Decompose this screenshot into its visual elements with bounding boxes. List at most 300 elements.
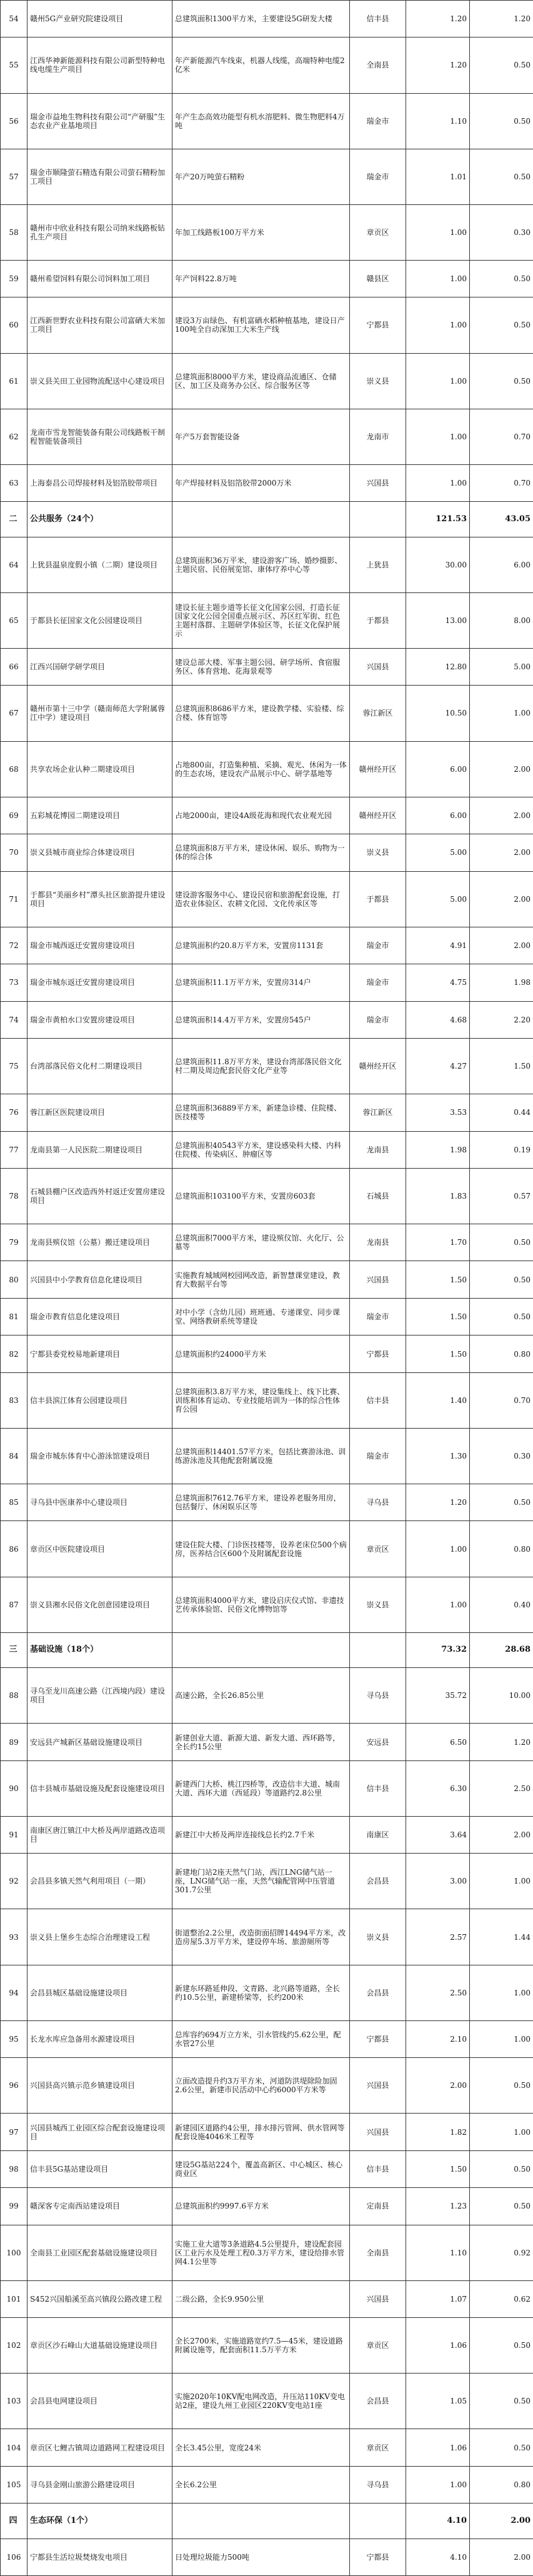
annual-investment: 28.68 [470, 1632, 533, 1667]
project-content: 立面改造提升约3万平方米，河道防洪堤除险加固2.6公里，新建市民活动中心约6000平方米等 [172, 2058, 350, 2114]
total-investment: 1.30 [406, 1428, 470, 1484]
annual-investment: 0.40 [470, 1577, 533, 1632]
table-row [1, 537, 533, 592]
table-row [1, 1521, 533, 1577]
total-investment: 1.98 [406, 1131, 470, 1168]
row-number: 62 [1, 409, 27, 464]
annual-investment: 0.50 [470, 1224, 533, 1261]
project-location: 瑞金市 [350, 93, 406, 149]
row-number: 74 [1, 1001, 27, 1038]
table-row [1, 353, 533, 409]
project-name: 会昌县多镇天然气利用项目（一期） [27, 1854, 172, 1909]
annual-investment: 10.00 [470, 1668, 533, 1724]
project-location: 赣州经开区 [350, 797, 406, 834]
annual-investment: 0.50 [470, 353, 533, 409]
row-number: 75 [1, 1038, 27, 1094]
total-investment: 1.00 [406, 2466, 470, 2503]
project-name: 信丰县滨江体育公园建设项目 [27, 1372, 172, 1428]
row-number: 56 [1, 93, 27, 149]
annual-investment: 0.80 [470, 2466, 533, 2503]
total-investment: 4.27 [406, 1038, 470, 1094]
project-name: 寻乌至龙川高速公路（江西境内段）建设项目 [27, 1668, 172, 1724]
total-investment: 1.23 [406, 2188, 470, 2225]
project-content: 总建筑面积约24000平方米 [172, 1335, 350, 1372]
total-investment: 1.40 [406, 1372, 470, 1428]
annual-investment: 0.50 [470, 2058, 533, 2114]
annual-investment: 0.70 [470, 409, 533, 464]
table-row [1, 797, 533, 834]
annual-investment: 0.62 [470, 2280, 533, 2317]
total-investment: 6.00 [406, 741, 470, 797]
project-location: 兴国县 [350, 2280, 406, 2317]
annual-investment: 0.50 [470, 149, 533, 204]
project-name: 崇义县湘水民俗文化创意园建设项目 [27, 1577, 172, 1632]
project-content: 全长3.45公里，宽度24米 [172, 2429, 350, 2466]
total-investment: 2.00 [406, 2058, 470, 2114]
project-content: 占地2000亩，建设4A级花海和现代农业观光园 [172, 797, 350, 834]
total-investment: 1.70 [406, 1224, 470, 1261]
row-number: 61 [1, 353, 27, 409]
project-content: 建设游客服务中心、建设民宿和旅游配套设施，打造农业体验区、农耕文化园、文化传承区等 [172, 871, 350, 927]
total-investment: 4.10 [406, 2539, 470, 2575]
total-investment: 4.10 [406, 2504, 470, 2539]
project-content: 建设总部大楼、军事主题公园、研学场所、食宿服务区、体育营地、花海景观等 [172, 648, 350, 685]
project-name: 南康区唐江镇江中大桥及两岸道路改造项目 [27, 1816, 172, 1853]
row-number: 二 [1, 502, 27, 537]
project-content: 总建筑面积36889平方米，新建急诊楼、住院楼、医技楼等 [172, 1094, 350, 1131]
table-row [1, 2429, 533, 2466]
project-location: 赣州经开区 [350, 1038, 406, 1094]
project-content: 对中小学（含幼儿园）班班通、专递课堂、同步课堂、网络教研系统等建设 [172, 1298, 350, 1335]
project-name: 宁都县委党校易地新建项目 [27, 1335, 172, 1372]
row-number: 66 [1, 648, 27, 685]
project-location: 会昌县 [350, 1854, 406, 1909]
project-name: 兴国县高兴镇示范乡镇建设项目 [27, 2058, 172, 2114]
project-content: 年产20万吨萤石精粉 [172, 149, 350, 204]
table-row [1, 2225, 533, 2280]
row-number: 57 [1, 149, 27, 204]
row-number: 60 [1, 297, 27, 353]
project-location: 全南县 [350, 37, 406, 93]
project-content: 新建东环路延伸段、文青路、北兴路等道路，全长约10.5公里，新建桥梁等，长约200米 [172, 1965, 350, 2020]
table-row [1, 1335, 533, 1372]
table-row [1, 464, 533, 501]
table-row [1, 1816, 533, 1853]
project-location: 于都县 [350, 871, 406, 927]
project-content: 二级公路，全长9.950公里 [172, 2280, 350, 2317]
row-number: 65 [1, 592, 27, 648]
project-name: 瑞金市顺隆萤石精选有限公司萤石精粉加工项目 [27, 149, 172, 204]
project-location: 蓉江新区 [350, 686, 406, 741]
project-location: 瑞金市 [350, 1001, 406, 1038]
project-location: 会昌县 [350, 2374, 406, 2429]
row-number: 77 [1, 1131, 27, 1168]
project-location: 瑞金市 [350, 1428, 406, 1484]
project-content: 日处理垃圾能力500吨 [172, 2539, 350, 2575]
total-investment: 1.10 [406, 2225, 470, 2280]
row-number: 67 [1, 686, 27, 741]
project-content [172, 502, 350, 537]
project-name: 五彩城花博园二期建设项目 [27, 797, 172, 834]
annual-investment: 1.00 [470, 1854, 533, 1909]
project-content: 总建筑面积8686平方米，建设教学楼、实验楼、综合楼、体育馆等 [172, 686, 350, 741]
table-row [1, 834, 533, 871]
total-investment: 5.00 [406, 834, 470, 871]
row-number: 95 [1, 2020, 27, 2057]
project-content: 全长2700米，实施道路宽约7.5—45米，建设道路附属设施等，配套面积11.5万平方米 [172, 2318, 350, 2374]
project-name: 瑞金市城西返迁安置房建设项目 [27, 927, 172, 964]
annual-investment: 1.20 [470, 1, 533, 37]
total-investment: 1.00 [406, 260, 470, 297]
annual-investment: 0.50 [470, 2318, 533, 2374]
table-row [1, 1094, 533, 1131]
row-number: 82 [1, 1335, 27, 1372]
total-investment: 2.57 [406, 1909, 470, 1965]
row-number: 71 [1, 871, 27, 927]
project-content: 年产新能源汽车线束，机器人线缆，高端特种电缆2亿米 [172, 37, 350, 93]
total-investment: 6.30 [406, 1760, 470, 1816]
project-content: 总建筑面积11.8万平方米，建设台湾部落民俗文化村二期及周边配套民俗文化产业等 [172, 1038, 350, 1094]
table-row [1, 592, 533, 648]
row-number: 73 [1, 964, 27, 1001]
annual-investment: 0.44 [470, 1094, 533, 1131]
project-name: 章贡区七鲤古镇周边道路网工程建设项目 [27, 2429, 172, 2466]
table-row [1, 871, 533, 927]
annual-investment: 0.50 [470, 2429, 533, 2466]
project-content: 全长6.2公里 [172, 2466, 350, 2503]
project-name: 瑞金市教育信息化建设项目 [27, 1298, 172, 1335]
total-investment: 1.50 [406, 1335, 470, 1372]
project-name: 寻乌县金刚山旅游公路建设项目 [27, 2466, 172, 2503]
row-number: 76 [1, 1094, 27, 1131]
table-row [1, 1724, 533, 1760]
project-content: 新建江中大桥及两岸连接线总长约2.7千米 [172, 1816, 350, 1853]
project-location: 章贡区 [350, 2429, 406, 2466]
row-number: 三 [1, 1632, 27, 1667]
table-row [1, 1, 533, 37]
total-investment: 73.32 [406, 1632, 470, 1667]
row-number: 81 [1, 1298, 27, 1335]
table-row [1, 37, 533, 93]
project-name: 石城县棚户区改造西外村返迁安置房建设项目 [27, 1168, 172, 1224]
project-content: 总建筑面积14.4万平方米，安置房545户 [172, 1001, 350, 1038]
table-row [1, 2280, 533, 2317]
project-name: 兴国县中小学教育信息化建设项目 [27, 1261, 172, 1298]
table-row [1, 2318, 533, 2374]
project-location: 寻乌县 [350, 1484, 406, 1521]
row-number: 58 [1, 204, 27, 260]
project-name: 长龙水库应急备用水源建设项目 [27, 2020, 172, 2057]
project-content: 建设长征主题步道等长征文化国家公园，打造长征国家文化公园全国重点展示区、苏区红军街、红色主题村落群、主题研学体验区等，长征文化保护展示 [172, 592, 350, 648]
annual-investment: 1.00 [470, 2114, 533, 2150]
project-content: 总建筑面积约9997.6平方米 [172, 2188, 350, 2225]
row-number: 86 [1, 1521, 27, 1577]
total-investment: 3.53 [406, 1094, 470, 1131]
total-investment: 1.10 [406, 93, 470, 149]
row-number: 59 [1, 260, 27, 297]
annual-investment: 2.00 [470, 2539, 533, 2575]
project-name: 赣州市第十三中学（赣南师范大学附属蓉江中学）建设项目 [27, 686, 172, 741]
total-investment: 1.82 [406, 2114, 470, 2150]
project-content: 年产焊接材料及铝箔胶带2000万米 [172, 464, 350, 501]
table-row [1, 2150, 533, 2187]
row-number: 64 [1, 537, 27, 592]
project-name: 兴国县城西工业园区综合配套设施建设项目 [27, 2114, 172, 2150]
annual-investment: 2.00 [470, 797, 533, 834]
total-investment: 4.68 [406, 1001, 470, 1038]
project-content [172, 1632, 350, 1667]
annual-investment: 1.00 [470, 686, 533, 741]
row-number: 93 [1, 1909, 27, 1965]
table-row [1, 1001, 533, 1038]
project-location [350, 2504, 406, 2539]
project-location: 龙南县 [350, 1131, 406, 1168]
project-location: 瑞金市 [350, 1298, 406, 1335]
project-name: 瑞金市城东体育中心游泳馆建设项目 [27, 1428, 172, 1484]
total-investment: 30.00 [406, 537, 470, 592]
annual-investment: 0.50 [470, 37, 533, 93]
total-investment: 1.00 [406, 204, 470, 260]
row-number: 55 [1, 37, 27, 93]
row-number: 83 [1, 1372, 27, 1428]
project-name: 生态环保（1个） [27, 2504, 172, 2539]
total-investment: 121.53 [406, 502, 470, 537]
table-row [1, 927, 533, 964]
row-number: 104 [1, 2429, 27, 2466]
project-content: 街道整治2.2公里，改造街面招牌14494平方米，改造房屋5.3万平方米，建设停车场、旅游厕所等 [172, 1909, 350, 1965]
table-row [1, 1668, 533, 1724]
project-content: 总建筑面积11.1万平方米，安置房314户 [172, 964, 350, 1001]
project-name: 瑞金市城东返迁安置房建设项目 [27, 964, 172, 1001]
project-location: 宁都县 [350, 2539, 406, 2575]
total-investment: 1.50 [406, 1261, 470, 1298]
project-content: 总建筑面积4000平方米，建设启庆仪式馆、非遗技艺传承体验馆、民俗文化博物馆等 [172, 1577, 350, 1632]
row-number: 96 [1, 2058, 27, 2114]
project-location: 南康区 [350, 1816, 406, 1853]
project-name: 赣州5G产业研究院建设项目 [27, 1, 172, 37]
table-row [1, 93, 533, 149]
table-row [1, 648, 533, 685]
project-location: 于都县 [350, 592, 406, 648]
project-location: 瑞金市 [350, 964, 406, 1001]
row-number: 105 [1, 2466, 27, 2503]
project-location: 信丰县 [350, 1372, 406, 1428]
project-name: 崇义县关田工业园物流配送中心建设项目 [27, 353, 172, 409]
project-location: 兴国县 [350, 1261, 406, 1298]
row-number: 92 [1, 1854, 27, 1909]
project-name: 共享农场企业认种二期建设项目 [27, 741, 172, 797]
section-row [1, 502, 533, 537]
row-number: 103 [1, 2374, 27, 2429]
project-content: 总建筑面积7000平方米，建设殡仪馆、火化厅、公墓等 [172, 1224, 350, 1261]
project-name: 台湾部落民俗文化村二期建设项目 [27, 1038, 172, 1094]
total-investment: 2.10 [406, 2020, 470, 2057]
project-location: 定南县 [350, 2188, 406, 2225]
total-investment: 1.00 [406, 464, 470, 501]
project-content: 总建筑面积40543平方米，建设感染科大楼、内科住院楼、传染病区、肿瘤区等 [172, 1131, 350, 1168]
project-location: 瑞金市 [350, 149, 406, 204]
project-name: 章贡区中医院建设项目 [27, 1521, 172, 1577]
annual-investment: 2.20 [470, 1001, 533, 1038]
project-location: 寻乌县 [350, 2466, 406, 2503]
table-row [1, 2058, 533, 2114]
annual-investment: 0.50 [470, 2188, 533, 2225]
annual-investment: 0.50 [470, 2150, 533, 2187]
project-location: 宁都县 [350, 2020, 406, 2057]
project-content: 实施工业大道等3条道路4.5公里提升，建设配套园区工业污水及处理工程0.3万平方米，建设给排水管网4.1公里等 [172, 2225, 350, 2280]
row-number: 106 [1, 2539, 27, 2575]
project-name: 上海泰昌公司焊接材料及铝箔胶带项目 [27, 464, 172, 501]
total-investment: 12.80 [406, 648, 470, 685]
total-investment: 1.83 [406, 1168, 470, 1224]
annual-investment: 0.50 [470, 297, 533, 353]
annual-investment: 2.00 [470, 2504, 533, 2539]
project-name: 龙南市雪龙智能装备有限公司线路板干制程智能装备项目 [27, 409, 172, 464]
total-investment: 35.72 [406, 1668, 470, 1724]
project-name: 崇义县城市商业综合体建设项目 [27, 834, 172, 871]
project-location: 崇义县 [350, 1577, 406, 1632]
project-content: 高速公路，全长26.85公里 [172, 1668, 350, 1724]
total-investment: 5.00 [406, 871, 470, 927]
project-name: 章贡区沙石峰山大道基础设施建设项目 [27, 2318, 172, 2374]
table-row [1, 964, 533, 1001]
project-location: 龙南县 [350, 1224, 406, 1261]
project-name: 赣州市中欣业科技有限公司纳米线路板钻孔生产项目 [27, 204, 172, 260]
project-location: 兴国县 [350, 2058, 406, 2114]
total-investment: 1.20 [406, 37, 470, 93]
project-content: 新建西门大桥、桃江四桥等，改造信丰大道、城南大道、西环大道（西延段）等道路约2.8公里 [172, 1760, 350, 1816]
total-investment: 4.75 [406, 964, 470, 1001]
row-number: 54 [1, 1, 27, 37]
table-row [1, 2114, 533, 2150]
project-location [350, 1632, 406, 1667]
annual-investment: 2.00 [470, 834, 533, 871]
total-investment: 1.00 [406, 409, 470, 464]
project-content: 年产5万套智能设备 [172, 409, 350, 464]
total-investment: 1.00 [406, 1521, 470, 1577]
annual-investment: 1.44 [470, 1909, 533, 1965]
project-name: 安远县产城新区基础设施建设项目 [27, 1724, 172, 1760]
project-content: 年产饲料22.8万吨 [172, 260, 350, 297]
annual-investment: 2.00 [470, 871, 533, 927]
project-content: 建设住院大楼、门诊医技楼等，设养老床位500个病房，医养结合区600个及附属配套设施 [172, 1521, 350, 1577]
table-row [1, 1428, 533, 1484]
annual-investment: 0.50 [470, 260, 533, 297]
project-name: 瑞金市黄柏水口安置房建设项目 [27, 1001, 172, 1038]
total-investment: 1.06 [406, 2318, 470, 2374]
row-number: 90 [1, 1760, 27, 1816]
row-number: 102 [1, 2318, 27, 2374]
project-name: 上犹县温泉度假小镇（二期）建设项目 [27, 537, 172, 592]
table-row [1, 297, 533, 353]
table-row [1, 409, 533, 464]
project-name: 江西华神新能源科技有限公司新型特种电线电缆生产项目 [27, 37, 172, 93]
table-row [1, 1965, 533, 2020]
row-number: 87 [1, 1577, 27, 1632]
project-location: 宁都县 [350, 1335, 406, 1372]
total-investment: 1.50 [406, 1298, 470, 1335]
project-name: 全南县工业园区配套基础设施建设项目 [27, 2225, 172, 2280]
project-content: 总建筑面积8万平方米，建设休闲、娱乐、购物为一体的综合体 [172, 834, 350, 871]
project-name: 瑞金市益地生物科技有限公司“产研服”生态农业产业基地项目 [27, 93, 172, 149]
table-row [1, 1577, 533, 1632]
total-investment: 1.01 [406, 149, 470, 204]
project-table-body [1, 1, 533, 2576]
project-name: 江西新世野农业科技有限公司富硒大米加工项目 [27, 297, 172, 353]
project-content: 建设3万亩绿色、有机富硒水稻种植基地，建设日产100吨全自动深加工大米生产线 [172, 297, 350, 353]
total-investment: 3.00 [406, 1854, 470, 1909]
total-investment: 1.06 [406, 2429, 470, 2466]
project-name: 江西兴国研学研学项目 [27, 648, 172, 685]
row-number: 84 [1, 1428, 27, 1484]
project-location: 赣州经开区 [350, 741, 406, 797]
annual-investment: 5.00 [470, 648, 533, 685]
project-name: 崇义县上堡乡生态综合治理建设工程 [27, 1909, 172, 1965]
project-location: 瑞金市 [350, 927, 406, 964]
project-location: 崇义县 [350, 834, 406, 871]
table-row [1, 1131, 533, 1168]
table-row [1, 1484, 533, 1521]
total-investment: 1.50 [406, 2150, 470, 2187]
project-location: 会昌县 [350, 1965, 406, 2020]
project-content: 总建筑面积7612.76平方米，建设养老服务用房，包括餐厅、休闲娱乐区等 [172, 1484, 350, 1521]
table-row [1, 260, 533, 297]
row-number: 78 [1, 1168, 27, 1224]
project-content: 新建园区道路约4公里，排水排污管网、供水管网等配套设施4046米工程等 [172, 2114, 350, 2150]
table-row [1, 1909, 533, 1965]
project-location: 寻乌县 [350, 1668, 406, 1724]
table-row [1, 204, 533, 260]
project-name: S452兴国船溪至高兴镇段公路改建工程 [27, 2280, 172, 2317]
project-content: 总建筑面积8000平方米，建设商品流通区、仓储区、加工区及商务办公区、综合服务区等 [172, 353, 350, 409]
table-row [1, 1168, 533, 1224]
row-number: 70 [1, 834, 27, 871]
total-investment: 2.50 [406, 1965, 470, 2020]
project-location [350, 502, 406, 537]
project-content: 年产生态高效功能型有机水溶肥料、微生物肥料4万吨 [172, 93, 350, 149]
row-number: 85 [1, 1484, 27, 1521]
table-row [1, 1224, 533, 1261]
annual-investment: 0.57 [470, 1168, 533, 1224]
project-content: 新建地门站2座天然气门站，西江LNG储气站一座，LNG储气站一座，天然气输配管网中压管道301.7公里 [172, 1854, 350, 1909]
project-location: 信丰县 [350, 2150, 406, 2187]
project-content: 总库容约694万立方米，引水管线约5.62公里，配水管27公里 [172, 2020, 350, 2057]
annual-investment: 0.30 [470, 1428, 533, 1484]
project-content: 总建筑面积1300平方米，主要建设5G研发大楼 [172, 1, 350, 37]
project-location: 章贡区 [350, 2318, 406, 2374]
section-row [1, 2504, 533, 2539]
row-number: 69 [1, 797, 27, 834]
table-row [1, 1261, 533, 1298]
row-number: 98 [1, 2150, 27, 2187]
project-location: 兴国县 [350, 648, 406, 685]
project-location: 信丰县 [350, 1760, 406, 1816]
annual-investment: 0.70 [470, 1372, 533, 1428]
project-content: 新建创业大道、新源大道、新发大道、西环路等，全长约15公里 [172, 1724, 350, 1760]
total-investment: 1.05 [406, 2374, 470, 2429]
project-location: 章贡区 [350, 204, 406, 260]
table-row [1, 149, 533, 204]
project-content: 总建筑面积约20.8万平方米，安置房1131套 [172, 927, 350, 964]
annual-investment: 2.00 [470, 1816, 533, 1853]
total-investment: 1.20 [406, 1, 470, 37]
row-number: 68 [1, 741, 27, 797]
project-name: 会昌县电网建设项目 [27, 2374, 172, 2429]
project-location: 宁都县 [350, 297, 406, 353]
row-number: 四 [1, 2504, 27, 2539]
project-name: 会昌县城区基础设施建设项目 [27, 1965, 172, 2020]
project-location: 兴国县 [350, 464, 406, 501]
